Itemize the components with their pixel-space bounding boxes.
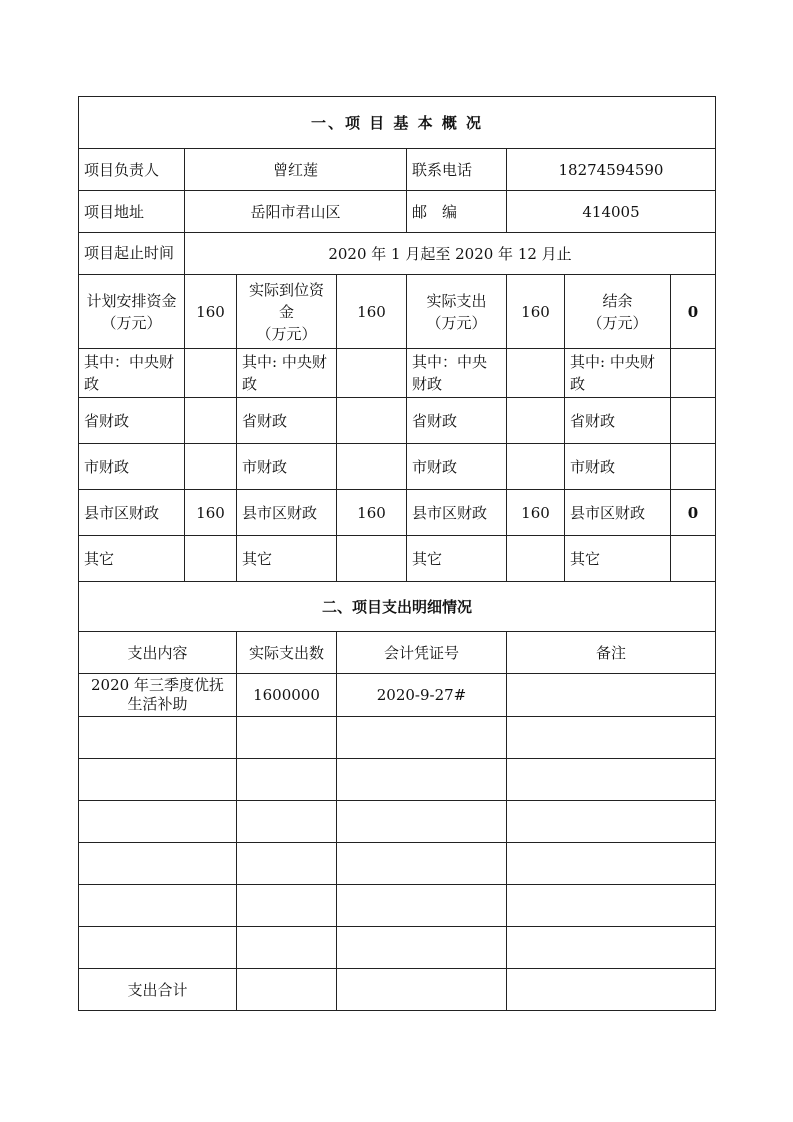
expense-cell-amount	[237, 885, 337, 927]
period-label: 项目起止时间	[79, 233, 185, 275]
address-label: 项目地址	[79, 191, 185, 233]
arrived-funds-label-main: 实际到位资金	[248, 280, 324, 321]
expense-cell-amount	[237, 801, 337, 843]
expense-cell-note	[507, 927, 716, 969]
funds-row-label: 省财政	[237, 398, 337, 444]
funds-row-value	[671, 536, 716, 582]
spent-funds-label	[407, 275, 507, 349]
expense-cell-note	[507, 843, 716, 885]
funds-row-value	[337, 444, 407, 490]
funds-row-value	[671, 444, 716, 490]
expense-cell-voucher	[337, 759, 507, 801]
funds-row-label: 其它	[79, 536, 185, 582]
funds-row-value	[185, 444, 237, 490]
planned-funds-value: 160	[185, 275, 237, 349]
expense-cell-voucher	[337, 717, 507, 759]
funds-row-label: 省财政	[565, 398, 671, 444]
funds-row-value	[671, 349, 716, 398]
funds-row-label: 市财政	[407, 444, 507, 490]
postcode-label: 邮 编	[407, 191, 507, 233]
expense-cell-content	[79, 717, 237, 759]
funds-row-label: 省财政	[407, 398, 507, 444]
expense-cell-amount	[237, 717, 337, 759]
funds-row-value	[507, 444, 565, 490]
project-head-label: 项目负责人	[79, 149, 185, 191]
funds-row-value	[185, 398, 237, 444]
balance-value: 0	[671, 275, 716, 349]
spent-funds-label-unit: （万元）	[426, 313, 487, 332]
funds-row-label: 县市区财政	[565, 490, 671, 536]
funds-row-label: 市财政	[237, 444, 337, 490]
expense-cell-content	[79, 801, 237, 843]
funds-row-label: 县市区财政	[79, 490, 185, 536]
funds-row-label: 其中：中央财政	[407, 349, 507, 398]
funds-row-value	[671, 398, 716, 444]
expense-cell-content	[79, 885, 237, 927]
expense-total-amount	[237, 969, 337, 1011]
expense-cell-voucher	[337, 801, 507, 843]
expense-cell-amount	[237, 759, 337, 801]
expense-cell-voucher	[337, 927, 507, 969]
expense-cell-amount	[237, 843, 337, 885]
funds-row-value	[507, 398, 565, 444]
expense-cell-amount: 1600000	[237, 674, 337, 717]
funds-row-value	[507, 349, 565, 398]
expense-header-amount: 实际支出数	[237, 632, 337, 674]
planned-funds-label	[79, 275, 185, 349]
spent-funds-value: 160	[507, 275, 565, 349]
funds-row-label: 其中: 中央财政	[565, 349, 671, 398]
funds-row-value	[337, 398, 407, 444]
report-table	[78, 96, 716, 1011]
arrived-funds-value: 160	[337, 275, 407, 349]
funds-row-value: 0	[671, 490, 716, 536]
expense-header-note: 备注	[507, 632, 716, 674]
expense-cell-voucher: 2020-9-27#	[337, 674, 507, 717]
project-head-value: 曾红莲	[185, 149, 407, 191]
expense-cell-note	[507, 717, 716, 759]
funds-row-label: 市财政	[565, 444, 671, 490]
phone-label: 联系电话	[407, 149, 507, 191]
period-value: 2020 年 1 月起至 2020 年 12 月止	[185, 233, 716, 275]
planned-funds-label-unit: （万元）	[101, 313, 162, 332]
balance-label-unit: （万元）	[587, 313, 648, 332]
expense-cell-note	[507, 885, 716, 927]
address-value: 岳阳市君山区	[185, 191, 407, 233]
funds-row-value	[185, 536, 237, 582]
funds-row-label: 其它	[565, 536, 671, 582]
arrived-funds-label	[237, 275, 337, 349]
funds-row-value: 160	[337, 490, 407, 536]
funds-row-value: 160	[507, 490, 565, 536]
spent-funds-label-main: 实际支出	[426, 291, 487, 310]
section2-title: 二、项目支出明细情况	[79, 582, 716, 632]
expense-cell-content	[79, 759, 237, 801]
expense-header-voucher: 会计凭证号	[337, 632, 507, 674]
funds-row-label: 其中: 中央财政	[237, 349, 337, 398]
balance-label	[565, 275, 671, 349]
funds-row-label: 县市区财政	[407, 490, 507, 536]
expense-cell-note	[507, 674, 716, 717]
balance-label-main: 结余	[602, 291, 633, 310]
funds-row-label: 其中：中央财政	[79, 349, 185, 398]
funds-row-label: 其它	[237, 536, 337, 582]
postcode-value: 414005	[507, 191, 716, 233]
funds-row-label: 市财政	[79, 444, 185, 490]
funds-row-value: 160	[185, 490, 237, 536]
expense-header-content: 支出内容	[79, 632, 237, 674]
funds-row-value	[337, 536, 407, 582]
planned-funds-label-main: 计划安排资金	[86, 291, 177, 310]
funds-row-value	[507, 536, 565, 582]
project-report-form	[78, 96, 715, 1011]
expense-total-voucher	[337, 969, 507, 1011]
funds-row-label: 县市区财政	[237, 490, 337, 536]
funds-row-label: 省财政	[79, 398, 185, 444]
arrived-funds-label-unit: （万元）	[256, 324, 317, 343]
expense-cell-voucher	[337, 885, 507, 927]
expense-cell-content	[79, 927, 237, 969]
expense-cell-amount	[237, 927, 337, 969]
expense-total-label: 支出合计	[79, 969, 237, 1011]
section1-title: 一、项 目 基 本 概 况	[79, 97, 716, 149]
funds-row-value	[185, 349, 237, 398]
expense-cell-note	[507, 801, 716, 843]
expense-total-note	[507, 969, 716, 1011]
expense-cell-content	[79, 843, 237, 885]
expense-cell-note	[507, 759, 716, 801]
phone-value: 18274594590	[507, 149, 716, 191]
expense-cell-voucher	[337, 843, 507, 885]
funds-row-value	[337, 349, 407, 398]
funds-row-label: 其它	[407, 536, 507, 582]
expense-cell-content: 2020 年三季度优抚生活补助	[79, 674, 237, 717]
